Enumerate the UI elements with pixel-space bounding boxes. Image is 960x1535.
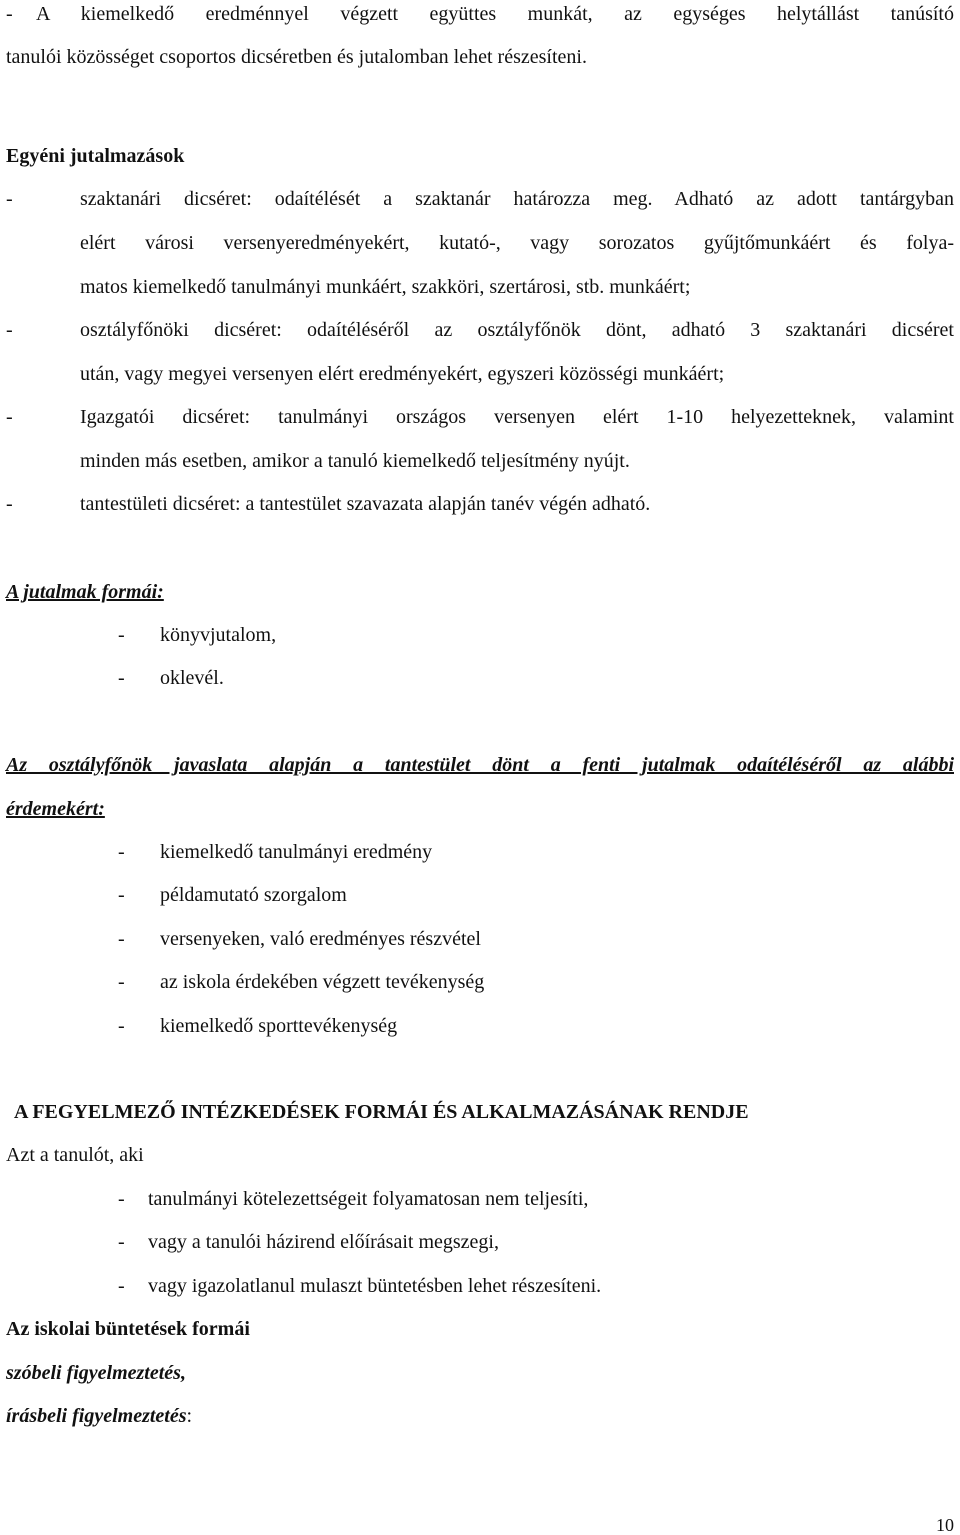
section-heading-merits: Az osztályfőnök javaslata alapján a tantestület dönt a fenti jutalmak odaítéléséről az alábbi	[6, 754, 954, 776]
bullet-dash: -	[118, 1188, 125, 1210]
bullet-dash: -	[118, 667, 125, 689]
list-item: kiemelkedő tanulmányi eredmény	[160, 841, 433, 863]
section-heading-individual: Egyéni jutalmazások	[6, 145, 185, 167]
intro-line-2: tanulói közösséget csoportos dicséretben és jutalomban lehet részesíteni.	[6, 46, 587, 68]
discipline-intro: Azt a tanulót, aki	[6, 1144, 144, 1166]
punishment-written-text: írásbeli figyelmeztetés	[6, 1405, 187, 1427]
bullet-dash: -	[118, 1275, 125, 1297]
bullet-dash: -	[6, 319, 13, 341]
list-item-line: osztályfőnöki dicséret: odaítéléséről az osztályfőnök dönt, adható 3 szaktanári dicséret	[80, 319, 954, 341]
list-item: versenyeken, való eredményes részvétel	[160, 928, 481, 950]
bullet-dash: -	[118, 928, 125, 950]
section-heading-merits-cont: érdemekért:	[6, 798, 105, 820]
page-number: 10	[936, 1515, 954, 1535]
list-item-line: matos kiemelkedő tanulmányi munkáért, szakköri, szertárosi, stb. munkáért;	[80, 276, 691, 298]
bullet-dash: -	[118, 624, 125, 646]
bullet-dash: -	[118, 1015, 125, 1037]
punishment-written-colon: :	[186, 1405, 193, 1427]
list-item: példamutató szorgalom	[160, 884, 347, 906]
list-item-line: szaktanári dicséret: odaítélését a szaktanár határozza meg. Adható az adott tantárgyban	[80, 188, 954, 210]
bullet-dash: -	[6, 3, 13, 25]
list-item-line: elért városi versenyeredményekért, kutató-, vagy sorozatos gyűjtőmunkáért és folya-	[80, 232, 954, 254]
bullet-dash: -	[6, 188, 13, 210]
list-item: az iskola érdekében végzett tevékenység	[160, 971, 485, 993]
list-item-line: minden más esetben, amikor a tanuló kiemelkedő teljesítmény nyújt.	[80, 450, 630, 472]
list-item-line: tantestületi dicséret: a tantestület szavazata alapján tanév végén adható.	[80, 493, 651, 515]
bullet-dash: -	[6, 493, 13, 515]
list-item-line: után, vagy megyei versenyen elért eredményekért, egyszeri közösségi munkáért;	[80, 363, 725, 385]
list-item: oklevél.	[160, 667, 224, 689]
section-heading-forms: A jutalmak formái:	[6, 581, 164, 603]
list-item: tanulmányi kötelezettségeit folyamatosan nem teljesíti,	[148, 1188, 589, 1210]
list-item: könyvjutalom,	[160, 624, 277, 646]
punishments-heading: Az iskolai büntetések formái	[6, 1318, 250, 1340]
list-item: vagy a tanulói házirend előírásait megszegi,	[148, 1231, 499, 1253]
bullet-dash: -	[118, 884, 125, 906]
list-item: kiemelkedő sporttevékenység	[160, 1015, 398, 1037]
punishment-written	[6, 1404, 192, 1428]
list-item-line: Igazgatói dicséret: tanulmányi országos versenyen elért 1-10 helyezetteknek, valamint	[80, 406, 954, 428]
bullet-dash: -	[118, 841, 125, 863]
punishment-verbal: szóbeli figyelmeztetés,	[6, 1362, 186, 1384]
bullet-dash: -	[118, 971, 125, 993]
section-heading-discipline: A FEGYELMEZŐ INTÉZKEDÉSEK FORMÁI ÉS ALKALMAZÁSÁNAK RENDJE	[14, 1101, 749, 1123]
bullet-dash: -	[6, 406, 13, 428]
list-item: vagy igazolatlanul mulaszt büntetésben lehet részesíteni.	[148, 1275, 602, 1297]
bullet-dash: -	[118, 1231, 125, 1253]
intro-line-1: A kiemelkedő eredménnyel végzett együttes munkát, az egységes helytállást tanúsító	[36, 3, 954, 25]
